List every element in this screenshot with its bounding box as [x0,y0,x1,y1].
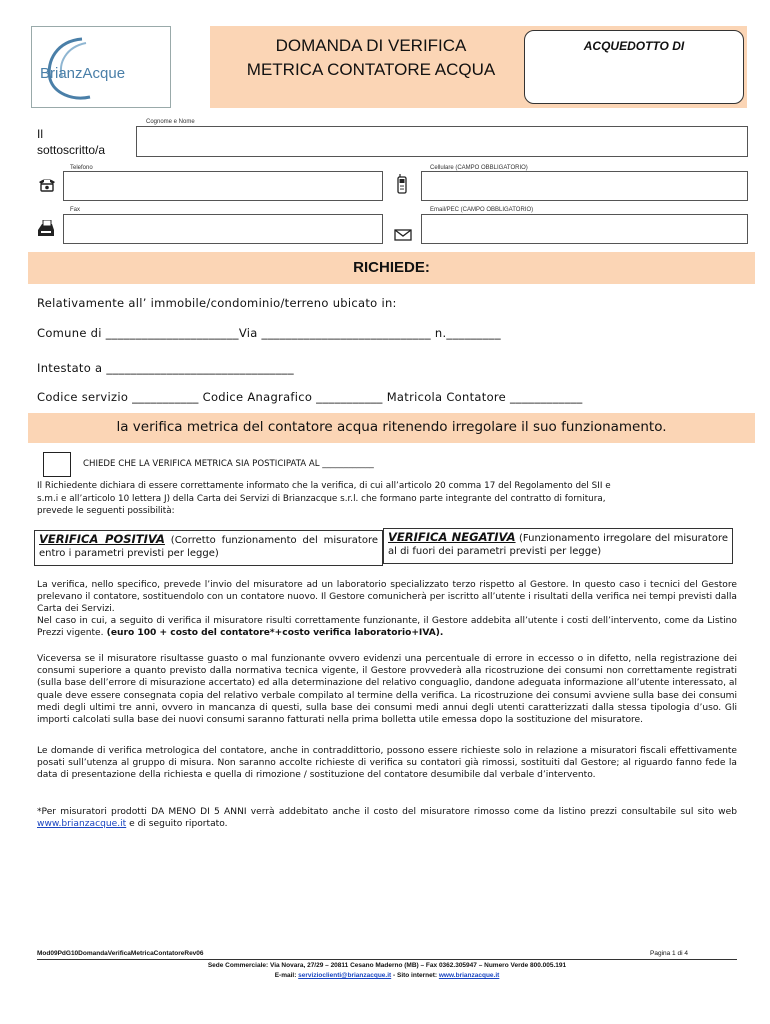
sottoscritto-label [37,126,105,158]
posticipata-checkbox[interactable] [43,452,71,477]
richiede-band [28,252,755,284]
verifica-banner [28,413,755,443]
footer-internet-label: - Sito internet: [391,972,439,979]
intestato-line[interactable]: Intestato a _______________________________ [37,361,294,375]
footer-contacts [37,972,737,979]
acquedotto-field[interactable] [524,30,744,104]
envelope-icon [394,229,412,241]
telefono-label: Telefono [70,165,93,171]
title-band [210,26,747,108]
email-field[interactable] [421,214,748,244]
sottoscritto-line-2: sottoscritto/a [37,143,106,157]
document-title-line-1: DOMANDA DI VERIFICA [275,36,467,55]
relativamente-text: Relativamente all’ immobile/condominio/terreno ubicato in: [37,296,397,310]
paragraph-misuratori-end: e di seguito riportato. [126,819,228,830]
footer-email-label: E-mail: [274,972,299,979]
cellulare-label: Cellulare (CAMPO OBBLIGATORIO) [430,165,528,171]
footer-divider [37,959,737,960]
cognome-nome-field[interactable] [136,126,748,157]
verifica-positiva-title: VERIFICA POSITIVA [39,532,165,546]
logo-text: BrianzAcque [40,65,126,82]
paragraph-misuratori [37,806,737,830]
dichiarazione-line-1: Il Richiedente dichiara di essere correttamente informato che la verifica, di cui all’articolo 20 comma 17 del Regolamento del SII e [37,481,611,491]
paragraph-costi-text: Nel caso in cui, a seguito di verifica il misuratore risulti correttamente funzionante, il Gestore addebita all’utente i costi dell’intervento, come da Listino Prezzi vigente. [37,616,737,639]
fax-icon [36,220,56,238]
verifica-negativa-title: VERIFICA NEGATIVA [388,530,516,544]
phone-icon [37,176,57,192]
email-label: Email/PEC (CAMPO OBBLIGATORIO) [430,207,534,213]
logo [31,26,171,108]
document-title [210,34,532,82]
posticipata-text: CHIEDE CHE LA VERIFICA METRICA SIA POSTICIPATA AL ____________ [83,459,374,469]
paragraph-costi-bold: (euro 100 + costo del contatore*+costo verifica laboratorio+IVA). [103,628,444,639]
paragraph-misuratori-text: *Per misuratori prodotti DA MENO DI 5 ANNI verrà addebitato anche il costo del misuratore rimosso come da listino prezzi consultabile sul sito web [37,807,737,817]
acquedotto-label: ACQUEDOTTO DI [583,39,685,53]
dichiarazione-line-2: s.m.i e all’articolo 10 lettera J) della Carta dei Servizi di Brianzacque s.r.l. che formano parte integrante del contratto di fornitura, [37,493,606,504]
cellulare-field[interactable] [421,171,748,201]
dichiarazione-paragraph [37,480,737,518]
verifica-negativa-text: (Funzionamento irregolare del misuratore al di fuori dei parametri previsti per legge) [388,533,728,557]
richiede-heading: RICHIEDE: [353,259,430,276]
mobile-phone-icon [396,174,408,194]
paragraph-ricostruzione: Viceversa se il misuratore risultasse guasto o mal funzionante ovvero evidenzi una percentuale di errore in eccesso o in difetto, nella registrazione dei consumi superiore a quanto previsto dalla normativa tecnica vigente, il Gestore provvederà alla ricostruzione dei consumi non correttamente registrati (sulla base dell’errore di misurazione accertato) ed alla determinazione del relativo conguaglio, dandone adeguata informazione all’utente interessato, al quale deve essere consegnata copia del relativo verbale compilato al termine della verifica. La ricostruzione dei consumi avviene sulla base dei consumi medi degli ultimi tre anni, ovvero in mancanza di questi, sulla base dei consumi medi annui degli utenti caratterizzati dalla stessa tipologia d’uso. Gli importi calcolati sulla base dei nuovi consumi saranno fatturati nella prima bolletta utile emessa dopo la sostituzione del misuratore. [37,654,737,726]
fax-label: Fax [70,207,81,213]
verifica-positiva-box [34,530,383,566]
sottoscritto-line-1: Il [37,127,43,141]
paragraph-domande: Le domande di verifica metrologica del contatore, anche in contraddittorio, possono essere richieste solo in relazione a misuratori fiscali effettivamente posati sull’utenza al gruppo di misura. Non saranno accolte richieste di verifica su contatori già rimossi, sostituiti dal Gestore; al riguardo fanno fede la data di presentazione della richiesta e quella di rimozione / sostituzione del contatore desumibile dal verbale d’intervento. [37,746,737,781]
paragraph-laboratorio: La verifica, nello specifico, prevede l’invio del misuratore ad un laboratorio specializzato terzo rispetto al Gestore. In questo caso i tecnici del Gestore prelevano il contatore, sostituendolo con un contatore nuovo. Il Gestore comunicherà per iscritto all’utente i risultati della verifica nei tempi previsti dalla Carta dei Servizi. [37,580,737,615]
module-code: Mod09PdG10DomandaVerificaMetricaContatoreRev06 [37,950,204,957]
footer-email-link[interactable]: servizioclienti@brianzacque.it [298,972,392,979]
footer-internet-link[interactable]: www.brianzacque.it [438,972,500,979]
footer-sede: Sede Commerciale: Via Novara, 27/29 – 20811 Cesano Maderno (MB) – Fax 0362.305947 – Numero Verde 800.005.191 [207,962,567,969]
comune-via-line[interactable]: Comune di ______________________Via ____________________________ n._________ [37,326,501,340]
document-title-line-2: METRICA CONTATORE ACQUA [246,60,496,79]
verifica-negativa-box [383,528,733,564]
telefono-field[interactable] [63,171,383,201]
website-link[interactable]: www.brianzacque.it [37,819,127,830]
codici-line[interactable]: Codice servizio ___________ Codice Anagrafico ___________ Matricola Contatore ____________ [37,390,583,404]
page-number: Pagina 1 di 4 [650,950,688,957]
fax-field[interactable] [63,214,383,244]
dichiarazione-line-3: prevede le seguenti possibilità: [37,506,175,516]
verifica-banner-text: la verifica metrica del contatore acqua ritenendo irregolare il suo funzionamento. [116,419,667,435]
paragraph-costi [37,615,737,639]
cognome-nome-label: Cognome e Nome [146,119,195,125]
verifica-positiva-text: (Corretto funzionamento del misuratore entro i parametri previsti per legge) [39,535,379,559]
